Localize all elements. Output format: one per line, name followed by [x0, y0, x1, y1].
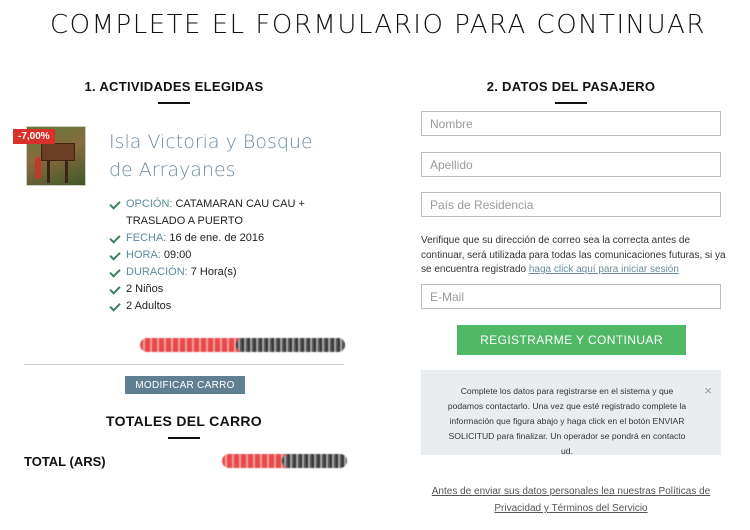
detail-date [109, 230, 324, 247]
totals-heading [24, 413, 344, 439]
check-icon [109, 283, 120, 294]
activities-heading [24, 79, 324, 104]
discount-badge: -7,00% [13, 129, 55, 144]
passenger-heading-text: 2. DATOS DEL PASAJERO [486, 79, 656, 94]
page-title: COMPLETE EL FORMULARIO PARA CONTINUAR [50, 10, 706, 40]
option-value: CATAMARAN CAU CAU + TRASLADO A PUERTO [126, 198, 305, 227]
detail-children [109, 281, 324, 298]
detail-adults [109, 298, 324, 315]
redacted-total [222, 454, 347, 468]
info-alert [421, 370, 721, 455]
check-icon [109, 198, 120, 209]
email-input[interactable] [421, 284, 721, 309]
time-value: 09:00 [163, 249, 192, 261]
detail-time [109, 247, 324, 264]
detail-option-text [126, 196, 324, 230]
time-label: HORA: [126, 249, 161, 261]
check-icon [109, 249, 120, 260]
modify-cart-button[interactable]: MODIFICAR CARRO [125, 376, 245, 394]
date-label: FECHA: [126, 232, 167, 244]
close-icon[interactable]: × [704, 383, 712, 398]
activities-heading-rule [158, 102, 190, 104]
passenger-heading [421, 79, 721, 104]
activities-heading-text: 1. ACTIVIDADES ELEGIDAS [84, 79, 264, 94]
passenger-heading-rule [555, 102, 587, 104]
privacy-policy-link[interactable]: Antes de enviar sus datos personales lea nuestras Políticas de Privacidad y Términos del Servicio [431, 486, 711, 514]
check-icon [109, 232, 120, 243]
activity-title[interactable]: Isla Victoria y Bosque de Arrayanes [109, 131, 313, 181]
first-name-input[interactable] [421, 111, 721, 136]
thumbnail-post [47, 161, 50, 183]
thumbnail-person [35, 157, 41, 179]
thumbnail-sign [41, 143, 75, 161]
check-icon [109, 300, 120, 311]
last-name-input[interactable] [421, 152, 721, 177]
country-input[interactable] [421, 192, 721, 217]
total-label: TOTAL (ARS) [24, 454, 106, 469]
email-verify-notice [421, 234, 726, 278]
login-link[interactable]: haga click aquí para iniciar sesión [528, 264, 679, 275]
info-message: Complete los datos para registrarse en el sistema y que podamos contactarlo. Una vez que esté registrado complete la información que figura abajo y haga click en el botón ENVIAR SOLICITUD para finalizar. Un operador se pondrá en contacto ud. [447, 386, 687, 456]
redacted-price [140, 338, 345, 352]
redacted-price-digits [236, 338, 345, 352]
activity-details [109, 196, 324, 315]
date-value: 16 de ene. de 2016 [169, 232, 265, 244]
detail-duration [109, 264, 324, 281]
totals-heading-rule [168, 437, 200, 439]
register-continue-button[interactable]: REGISTRARME Y CONTINUAR [457, 325, 686, 355]
duration-value: 7 Hora(s) [190, 266, 237, 278]
adults-count: 2 Adultos [126, 300, 172, 312]
thumbnail-post [65, 161, 68, 183]
detail-option [109, 196, 324, 230]
section-divider [24, 364, 344, 365]
option-label: OPCIÓN: [126, 198, 173, 210]
check-icon [109, 266, 120, 277]
totals-heading-text: TOTALES DEL CARRO [106, 413, 262, 429]
duration-label: DURACIÓN: [126, 266, 188, 278]
children-count: 2 Niños [126, 283, 164, 295]
redacted-total-digits [282, 454, 347, 468]
email-verify-text: Verifique que su dirección de correo sea la correcta antes de continuar, será utilizada para todas las comunicaciones futuras, si ya se encuentra registrado [421, 235, 726, 275]
